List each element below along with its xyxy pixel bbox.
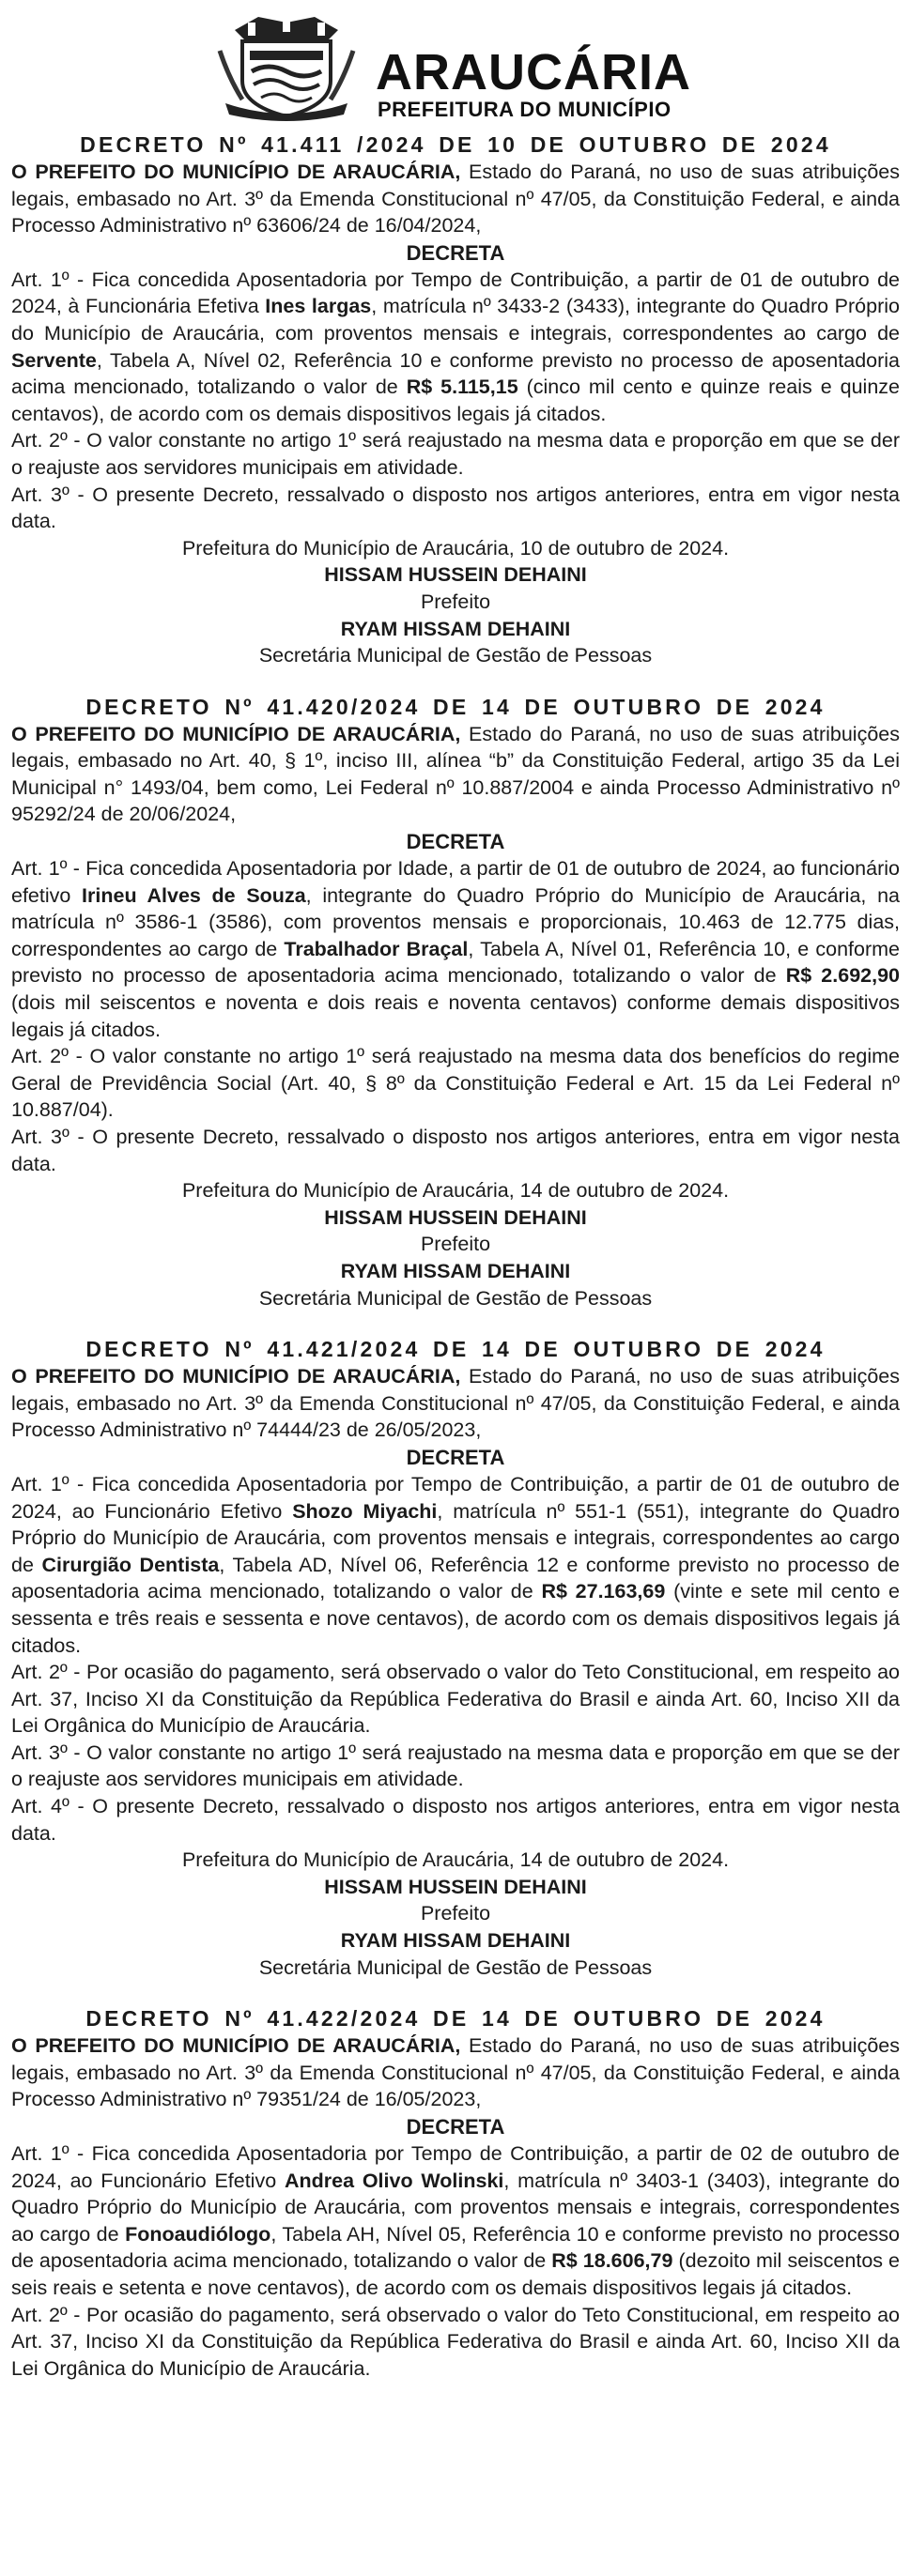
art1-text-b: , matrícula nº 3433-2 (3433), integrante do Quadro Próprio do Município de Araucária, com proventos mensais e integrais, correspondentes ao cargo de (11, 295, 900, 345)
signer-secretary: RYAM HISSAM DEHAINI (340, 1259, 571, 1282)
decree-intro (11, 159, 900, 239)
art1-text-a: Art. 1º - Fica concedida Aposentadoria por Tempo de Contribuição, a partir de 01 de outubro de 2024, à Funcionária Efetiva (11, 268, 900, 318)
job-title: Servente (11, 348, 97, 372)
decree-41411 (11, 131, 900, 669)
intro-bold: O PREFEITO DO MUNICÍPIO DE ARAUCÁRIA, (11, 161, 461, 183)
signer-mayor-role: Prefeito (420, 1233, 491, 1256)
signer-mayor-role: Prefeito (420, 1902, 491, 1925)
decree-title: DECRETO Nº 41.422/2024 DE 14 DE OUTUBRO DE 2024 (85, 2006, 826, 2032)
retiree-name: Ines largas (265, 295, 372, 318)
art1-text-d: (dezoito mil seiscentos e seis reais e setenta e nove centavos), de acordo com os demais dispositivos legais já citados. (11, 2249, 901, 2299)
place-date: Prefeitura do Município de Araucária, 14 de outubro de 2024. (181, 1179, 730, 1203)
decree-title: DECRETO Nº 41.421/2024 DE 14 DE OUTUBRO DE 2024 (85, 1337, 826, 1362)
decree-intro (11, 1363, 900, 1444)
article-1 (11, 1471, 900, 1659)
signer-secretary-role: Secretária Municipal de Gestão de Pessoas (258, 1286, 653, 1310)
benefit-value: R$ 2.692,90 (785, 964, 900, 988)
decreta-heading: DECRETA (406, 830, 505, 854)
decree-41422 (11, 2005, 900, 2382)
benefit-value: R$ 5.115,15 (406, 376, 518, 399)
signer-mayor: HISSAM HUSSEIN DEHAINI (324, 1875, 587, 1898)
benefit-value: R$ 27.163,69 (541, 1580, 666, 1603)
retiree-name: Shozo Miyachi (292, 1499, 438, 1523)
intro-text: Estado do Paraná, no uso de suas atribuições legais, embasado no Art. 3º da Emenda Constitucional nº 47/05, da Constituição Federal, e ainda Processo Administrativo nº 63606/24 de 16/04/2024, (11, 161, 900, 238)
intro-text: Estado do Paraná, no uso de suas atribuições legais, embasado no Art. 3º da Emenda Constitucional nº 47/05, da Constituição Federal, e ainda Processo Administrativo nº 79351/24 de 16/05/2023, (11, 2034, 900, 2111)
article-1 (11, 267, 900, 428)
org-subtitle: PREFEITURA DO MUNICÍPIO (378, 98, 672, 121)
article-2: Art. 2º - O valor constante no artigo 1º será reajustado na mesma data dos benefícios do regime Geral de Previdência Social (Art. 40, § 8º da Constituição Federal e Art. 15 da Lei Federal nº 10.887/04). (11, 1045, 900, 1122)
art1-text-b: , matrícula nº 551-1 (551), integrante do Quadro Próprio do Município de Araucária, com proventos mensais e integrais, correspondentes ao cargo de (11, 1499, 901, 1576)
signer-mayor: HISSAM HUSSEIN DEHAINI (324, 1205, 587, 1229)
decree-41421 (11, 1336, 900, 1981)
signer-mayor: HISSAM HUSSEIN DEHAINI (324, 563, 587, 587)
org-name: ARAUCÁRIA (376, 44, 691, 100)
place-date: Prefeitura do Município de Araucária, 14 de outubro de 2024. (181, 1848, 730, 1872)
decree-41420 (11, 694, 900, 1311)
signer-secretary-role: Secretária Municipal de Gestão de Pessoas (258, 1955, 653, 1979)
retiree-name: Andrea Olivo Wolinski (284, 2169, 504, 2192)
job-title: Fonoaudiólogo (125, 2222, 271, 2246)
article-2: Art. 2º - Por ocasião do pagamento, será observado o valor do Teto Constitucional, em respeito ao Art. 37, Inciso XI da Constituição da República Federativa do Brasil e ainda Art. 60, Inciso XII da Lei Orgânica do Município de Araucária. (11, 1661, 900, 1738)
article-3: Art. 3º - O valor constante no artigo 1º será reajustado na mesma data e proporção em que se der o reajuste aos servidores municipais em atividade. (11, 1740, 900, 1791)
decree-title: DECRETO Nº 41.411 /2024 DE 10 DE OUTUBRO DE 2024 (80, 132, 831, 157)
job-title: Cirurgião Dentista (41, 1553, 220, 1576)
article-2: Art. 2º - Por ocasião do pagamento, será observado o valor do Teto Constitucional, em respeito ao Art. 37, Inciso XI da Constituição da República Federativa do Brasil e ainda Art. 60, Inciso XII da Lei Orgânica do Município de Araucária. (11, 2303, 900, 2380)
decrees-column (11, 131, 900, 2406)
place-date: Prefeitura do Município de Araucária, 10 de outubro de 2024. (181, 536, 730, 560)
signer-secretary: RYAM HISSAM DEHAINI (340, 617, 571, 640)
decree-intro (11, 2032, 900, 2113)
decree-title: DECRETO Nº 41.420/2024 DE 14 DE OUTUBRO DE 2024 (85, 694, 826, 719)
art1-text-c: , Tabela AD, Nível 06, Referência 12 e conforme previsto no processo de aposentadoria acima mencionado, totalizando o valor de (11, 1553, 900, 1603)
header (216, 13, 704, 121)
benefit-value: R$ 18.606,79 (551, 2249, 673, 2273)
article-4: Art. 4º - O presente Decreto, ressalvado o disposto nos artigos anteriores, entra em vigor nesta data. (11, 1795, 900, 1845)
art1-text-c: , Tabela A, Nível 01, Referência 10, e conforme previsto no processo de aposentadoria acima mencionado, totalizando o valor de (11, 937, 900, 988)
art1-text-a: Art. 1º - Fica concedida Aposentadoria por Tempo de Contribuição, a partir de 02 de outubro de 2024, ao Funcionário Efetivo (11, 2142, 900, 2192)
intro-bold: O PREFEITO DO MUNICÍPIO DE ARAUCÁRIA, (11, 722, 461, 745)
article-1 (11, 855, 900, 1043)
article-2: Art. 2º - O valor constante no artigo 1º será reajustado na mesma data e proporção em que se der o reajuste aos servidores municipais em atividade. (11, 429, 900, 479)
municipal-crest-icon (216, 13, 357, 121)
decreta-heading: DECRETA (406, 240, 505, 265)
decree-intro (11, 721, 900, 828)
intro-bold: O PREFEITO DO MUNICÍPIO DE ARAUCÁRIA, (11, 1365, 461, 1388)
intro-text: Estado do Paraná, no uso de suas atribuições legais, embasado no Art. 3º da Emenda Constitucional nº 47/05, da Constituição Federal, e ainda Processo Administrativo nº 74444/23 de 26/05/2023, (11, 1365, 900, 1442)
art1-text-c: , Tabela A, Nível 02, Referência 10 e conforme previsto no processo de aposentadoria acima mencionado, totalizando o valor de (11, 348, 900, 399)
article-3: Art. 3º - O presente Decreto, ressalvado o disposto nos artigos anteriores, entra em vigor nesta data. (11, 1126, 900, 1175)
signer-mayor-role: Prefeito (420, 590, 491, 613)
intro-text: Estado do Paraná, no uso de suas atribuições legais, embasado no Art. 40, § 1º, inciso III, alínea “b” da Constituição Federal, artigo 35 da Lei Municipal n° 1493/04, bem como, Lei Federal nº 10.887/2004 e ainda Processo Administrativo nº 95292/24 de 20/06/2024, (11, 722, 900, 826)
intro-bold: O PREFEITO DO MUNICÍPIO DE ARAUCÁRIA, (11, 2034, 461, 2058)
art1-text-c: , Tabela AH, Nível 05, Referência 10 e conforme previsto no processo de aposentadoria acima mencionado, totalizando o valor de (11, 2222, 900, 2273)
art1-text-d: (cinco mil cento e quinze reais e quinze centavos), de acordo com os demais dispositivos legais já citados. (11, 376, 900, 425)
decreta-heading: DECRETA (406, 2115, 505, 2139)
decreta-heading: DECRETA (406, 1445, 505, 1469)
job-title: Trabalhador Braçal (284, 937, 469, 960)
article-3: Art. 3º - O presente Decreto, ressalvado o disposto nos artigos anteriores, entra em vigor nesta data. (11, 483, 900, 533)
art1-text-a: Art. 1º - Fica concedida Aposentadoria por Idade, a partir de 01 de outubro de 2024, ao funcionário efetivo (11, 857, 900, 907)
signer-secretary: RYAM HISSAM DEHAINI (340, 1929, 571, 1953)
signer-secretary-role: Secretária Municipal de Gestão de Pessoas (258, 644, 653, 667)
art1-text-a: Art. 1º - Fica concedida Aposentadoria por Tempo de Contribuição, a partir de 01 de outubro de 2024, ao Funcionário Efetivo (11, 1472, 900, 1523)
art1-text-d: (vinte e sete mil cento e sessenta e três reais e sessenta e nove centavos), de acordo com os demais dispositivos legais já citados. (11, 1580, 900, 1657)
article-1 (11, 2140, 900, 2302)
art1-text-b: , integrante do Quadro Próprio do Município de Araucária, na matrícula nº 3586-1 (3586), com proventos mensais e proporcionais, 10.463 de 12.775 dias, correspondentes ao cargo de (11, 883, 901, 960)
art1-text-b: , matrícula nº 3403-1 (3403), integrante do Quadro Próprio do Município de Araucária, com proventos mensais e integrais, correspondentes ao cargo de (11, 2169, 900, 2246)
art1-text-d: (dois mil seiscentos e noventa e dois reais e noventa centavos) conforme demais dispositivos legais já citados. (11, 991, 900, 1041)
retiree-name: Irineu Alves de Souza (82, 883, 306, 907)
